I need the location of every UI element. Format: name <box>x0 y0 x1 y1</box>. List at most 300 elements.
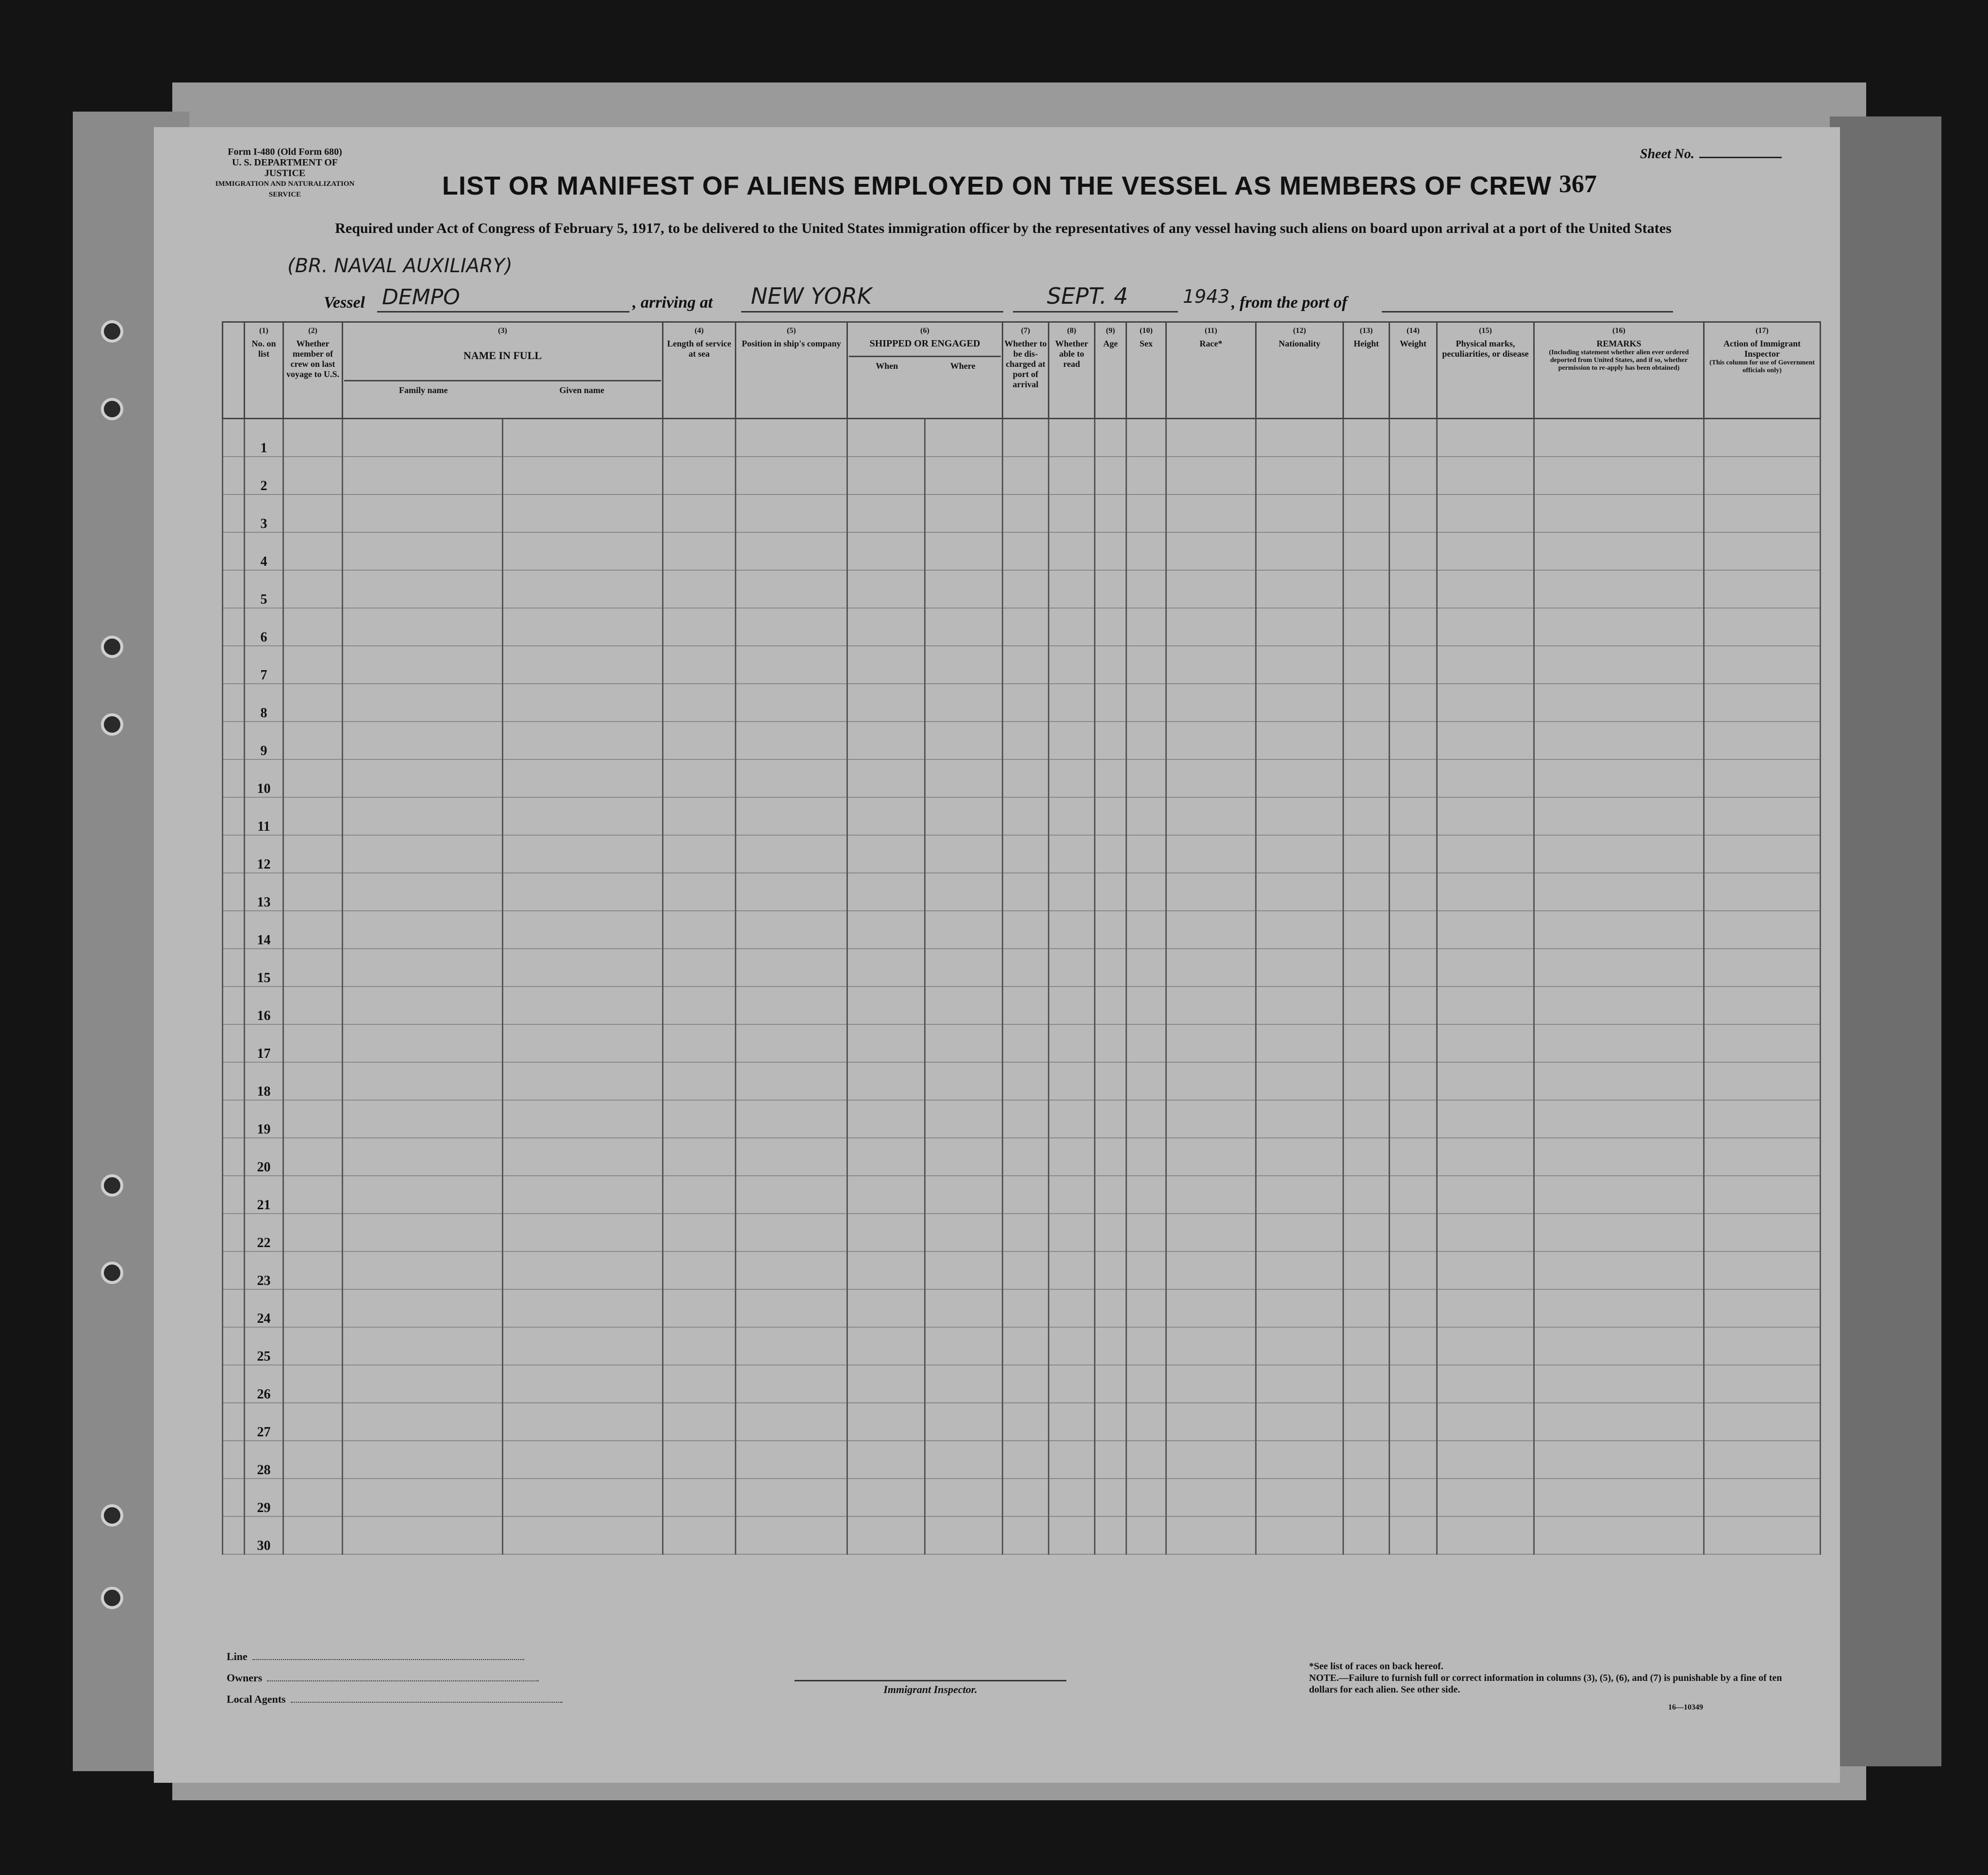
table-cell <box>283 570 343 608</box>
table-cell <box>1534 1251 1704 1289</box>
table-cell <box>1049 722 1095 759</box>
table-cell <box>283 494 343 532</box>
table-cell <box>1127 1062 1166 1100</box>
table-cell <box>1704 873 1821 911</box>
table-cell <box>1166 570 1256 608</box>
table-cell <box>1390 1214 1437 1251</box>
table-cell <box>736 1062 847 1100</box>
table-cell <box>925 684 1003 722</box>
table-cell <box>1534 646 1704 684</box>
arrival-date: SEPT. 4 <box>1047 283 1128 309</box>
table-cell <box>1256 1214 1343 1251</box>
table-cell <box>1166 835 1256 873</box>
table-cell <box>1534 1138 1704 1176</box>
table-cell <box>1166 722 1256 759</box>
table-cell <box>1343 1327 1390 1365</box>
table-cell <box>1127 608 1166 646</box>
table-cell <box>847 911 925 949</box>
table-cell <box>1534 759 1704 797</box>
table-cell <box>1003 835 1049 873</box>
table-cell <box>1256 949 1343 987</box>
table-cell <box>925 646 1003 684</box>
table-cell <box>283 1138 343 1176</box>
table-cell <box>1534 1403 1704 1441</box>
table-cell <box>1256 1138 1343 1176</box>
table-cell <box>1127 797 1166 835</box>
table-cell <box>1127 1327 1166 1365</box>
table-cell <box>503 1214 663 1251</box>
table-cell <box>1256 1365 1343 1403</box>
row-number: 9 <box>245 722 283 759</box>
table-cell <box>1704 419 1821 457</box>
table-cell <box>1534 722 1704 759</box>
table-cell <box>1003 532 1049 570</box>
table-cell <box>1095 494 1127 532</box>
table-cell <box>1166 1327 1256 1365</box>
table-cell <box>847 1062 925 1100</box>
table-cell <box>1343 797 1390 835</box>
table-cell <box>343 949 503 987</box>
table-cell <box>1256 873 1343 911</box>
table-cell <box>1534 949 1704 987</box>
table-cell <box>1704 532 1821 570</box>
table-cell <box>1437 797 1534 835</box>
table-cell <box>1343 1403 1390 1441</box>
table-cell <box>663 873 736 911</box>
race-note: *See list of races on back hereof. <box>1309 1661 1443 1672</box>
table-cell <box>925 1289 1003 1327</box>
table-cell <box>1003 1403 1049 1441</box>
table-cell <box>1437 532 1534 570</box>
table-cell <box>1390 873 1437 911</box>
table-cell <box>847 457 925 494</box>
table-cell <box>223 987 245 1024</box>
table-cell <box>1343 1365 1390 1403</box>
table-cell <box>1003 1516 1049 1554</box>
table-cell <box>343 1062 503 1100</box>
table-cell <box>925 1327 1003 1365</box>
table-cell <box>223 1062 245 1100</box>
table-cell <box>663 1062 736 1100</box>
table-cell <box>925 759 1003 797</box>
table-cell <box>1437 1365 1534 1403</box>
table-cell <box>1095 1365 1127 1403</box>
table-cell <box>1049 1138 1095 1176</box>
table-cell <box>1390 1251 1437 1289</box>
table-cell <box>343 1176 503 1214</box>
table-cell <box>343 759 503 797</box>
table-cell <box>1256 494 1343 532</box>
table-cell <box>1534 1100 1704 1138</box>
given-name-header: Given name <box>559 385 604 395</box>
table-cell <box>1127 1100 1166 1138</box>
table-row <box>223 911 1821 949</box>
table-cell <box>847 1214 925 1251</box>
table-cell <box>1437 457 1534 494</box>
vessel-row <box>324 280 1683 319</box>
table-cell <box>925 532 1003 570</box>
table-cell <box>223 608 245 646</box>
table-cell <box>1127 835 1166 873</box>
table-cell <box>223 1251 245 1289</box>
table-cell <box>503 1100 663 1138</box>
table-cell <box>223 1138 245 1176</box>
table-cell <box>283 1062 343 1100</box>
table-cell <box>1256 1479 1343 1516</box>
table-cell <box>1256 835 1343 873</box>
table-cell <box>343 1214 503 1251</box>
row-number: 25 <box>245 1327 283 1365</box>
table-cell <box>343 835 503 873</box>
table-cell <box>223 1100 245 1138</box>
row-number: 14 <box>245 911 283 949</box>
table-cell <box>1049 949 1095 987</box>
table-cell <box>1343 722 1390 759</box>
table-cell <box>1256 684 1343 722</box>
table-cell <box>847 1441 925 1479</box>
table-cell <box>1095 570 1127 608</box>
table-cell <box>283 1365 343 1403</box>
table-cell <box>925 1138 1003 1176</box>
table-cell <box>1343 532 1390 570</box>
table-cell <box>1437 873 1534 911</box>
when-header: When <box>876 361 898 371</box>
table-cell <box>1049 1516 1095 1554</box>
table-cell <box>663 1327 736 1365</box>
table-cell <box>283 684 343 722</box>
table-cell <box>1003 987 1049 1024</box>
arrival-year: 1943 <box>1183 286 1230 307</box>
table-cell <box>1127 1024 1166 1062</box>
table-cell <box>1003 722 1049 759</box>
vessel-label: Vessel <box>324 294 365 312</box>
table-cell <box>1256 419 1343 457</box>
table-cell <box>925 1516 1003 1554</box>
table-cell <box>1003 1100 1049 1138</box>
row-number: 16 <box>245 987 283 1024</box>
table-cell <box>1049 570 1095 608</box>
table-cell <box>1437 1289 1534 1327</box>
table-cell <box>343 570 503 608</box>
table-cell <box>1390 1365 1437 1403</box>
col-header-position: (5) Position in ship's company <box>736 322 847 419</box>
table-cell <box>1704 1289 1821 1327</box>
table-cell <box>925 797 1003 835</box>
table-cell <box>1127 457 1166 494</box>
table-cell <box>1256 646 1343 684</box>
table-cell <box>663 1441 736 1479</box>
table-cell <box>1437 1441 1534 1479</box>
table-cell <box>1390 494 1437 532</box>
table-cell <box>847 949 925 987</box>
table-row <box>223 419 1821 457</box>
table-cell <box>663 1024 736 1062</box>
table-cell <box>1095 1479 1127 1516</box>
table-cell <box>1534 797 1704 835</box>
table-cell <box>1003 1138 1049 1176</box>
table-cell <box>663 419 736 457</box>
binder-hole <box>101 713 123 736</box>
form-code: 16—10349 <box>1668 1703 1703 1711</box>
table-cell <box>1049 494 1095 532</box>
table-cell <box>1095 987 1127 1024</box>
table-cell <box>1003 873 1049 911</box>
table-cell <box>663 1289 736 1327</box>
table-row <box>223 797 1821 835</box>
table-cell <box>343 873 503 911</box>
table-cell <box>847 1479 925 1516</box>
table-row <box>223 1516 1821 1554</box>
binder-hole <box>101 320 123 343</box>
table-cell <box>1127 949 1166 987</box>
table-cell <box>283 759 343 797</box>
table-row <box>223 949 1821 987</box>
table-cell <box>1166 646 1256 684</box>
table-cell <box>736 1176 847 1214</box>
table-cell <box>503 646 663 684</box>
table-cell <box>847 419 925 457</box>
table-cell <box>503 987 663 1024</box>
table-row <box>223 1403 1821 1441</box>
table-cell <box>1166 1516 1256 1554</box>
table-cell <box>1095 1100 1127 1138</box>
col-header-physical-marks: (15) Physical marks, peculiarities, or disease <box>1437 322 1534 419</box>
table-cell <box>283 532 343 570</box>
table-cell <box>925 911 1003 949</box>
table-cell <box>1095 835 1127 873</box>
table-cell <box>663 684 736 722</box>
table-cell <box>1704 684 1821 722</box>
binder-hole <box>101 1504 123 1527</box>
department-name: U. S. DEPARTMENT OF JUSTICE <box>232 157 338 179</box>
table-cell <box>736 457 847 494</box>
table-cell <box>925 1479 1003 1516</box>
binder-hole <box>101 636 123 658</box>
table-row <box>223 1365 1821 1403</box>
table-cell <box>1534 1062 1704 1100</box>
table-cell <box>1166 1251 1256 1289</box>
row-number: 30 <box>245 1516 283 1554</box>
table-cell <box>1003 1176 1049 1214</box>
table-cell <box>343 1479 503 1516</box>
table-cell <box>1166 1024 1256 1062</box>
table-cell <box>1166 1100 1256 1138</box>
table-cell <box>1003 1024 1049 1062</box>
table-cell <box>1704 1062 1821 1100</box>
table-cell <box>1003 608 1049 646</box>
underlying-page-right <box>1830 116 1941 1766</box>
table-row <box>223 1100 1821 1138</box>
table-cell <box>1049 835 1095 873</box>
table-cell <box>1166 1138 1256 1176</box>
table-cell <box>847 494 925 532</box>
table-cell <box>1704 911 1821 949</box>
table-cell <box>1166 987 1256 1024</box>
col-header-height: (13) Height <box>1343 322 1390 419</box>
table-cell <box>1127 684 1166 722</box>
table-cell <box>343 722 503 759</box>
table-cell <box>1534 570 1704 608</box>
table-cell <box>925 1100 1003 1138</box>
table-cell <box>1704 987 1821 1024</box>
table-cell <box>736 494 847 532</box>
table-cell <box>1049 873 1095 911</box>
table-cell <box>1704 1176 1821 1214</box>
table-cell <box>223 911 245 949</box>
table-cell <box>343 1403 503 1441</box>
table-row <box>223 570 1821 608</box>
table-cell <box>1127 759 1166 797</box>
table-cell <box>503 684 663 722</box>
table-cell <box>925 494 1003 532</box>
table-cell <box>283 608 343 646</box>
row-number: 20 <box>245 1138 283 1176</box>
table-cell <box>503 419 663 457</box>
col-header-discharged: (7) Whether to be dis-charged at port of arrival <box>1003 322 1049 419</box>
table-cell <box>663 1214 736 1251</box>
table-cell <box>343 797 503 835</box>
table-cell <box>1166 457 1256 494</box>
table-cell <box>1343 759 1390 797</box>
table-cell <box>663 1176 736 1214</box>
table-cell <box>1003 1062 1049 1100</box>
family-name-header: Family name <box>399 385 448 395</box>
table-cell <box>663 835 736 873</box>
table-cell <box>847 1365 925 1403</box>
table-cell <box>503 1062 663 1100</box>
table-row <box>223 759 1821 797</box>
table-cell <box>343 494 503 532</box>
table-cell <box>1095 873 1127 911</box>
table-cell <box>1256 722 1343 759</box>
table-cell <box>663 911 736 949</box>
table-row <box>223 1176 1821 1214</box>
col-header-inspector-action: (17) Action of Immigrant Inspector (This column for use of Government officials only) <box>1704 322 1821 419</box>
table-cell <box>1127 570 1166 608</box>
table-cell <box>1127 987 1166 1024</box>
table-cell <box>343 684 503 722</box>
table-cell <box>223 646 245 684</box>
table-cell <box>663 1516 736 1554</box>
table-cell <box>1095 759 1127 797</box>
col-header-list-number: (1) No. on list <box>245 322 283 419</box>
table-row <box>223 1214 1821 1251</box>
table-cell <box>1049 1289 1095 1327</box>
table-cell <box>1390 911 1437 949</box>
table-cell <box>283 835 343 873</box>
table-cell <box>1127 1138 1166 1176</box>
table-cell <box>1049 1176 1095 1214</box>
table-cell <box>925 1441 1003 1479</box>
table-cell <box>1127 1214 1166 1251</box>
table-row <box>223 722 1821 759</box>
line-field: Line <box>227 1646 563 1667</box>
table-cell <box>1390 419 1437 457</box>
table-cell <box>1437 1062 1534 1100</box>
table-cell <box>847 684 925 722</box>
row-number: 7 <box>245 646 283 684</box>
col-header-race: (11) Race* <box>1166 322 1256 419</box>
table-cell <box>1390 684 1437 722</box>
table-cell <box>847 1024 925 1062</box>
table-cell <box>736 684 847 722</box>
table-cell <box>283 457 343 494</box>
table-row <box>223 684 1821 722</box>
table-cell <box>1437 1516 1534 1554</box>
table-cell <box>1534 1024 1704 1062</box>
table-cell <box>1704 949 1821 987</box>
table-cell <box>1437 570 1534 608</box>
table-row <box>223 532 1821 570</box>
table-cell <box>1343 1214 1390 1251</box>
table-cell <box>1095 722 1127 759</box>
table-cell <box>1127 1251 1166 1289</box>
table-row <box>223 1062 1821 1100</box>
row-number: 12 <box>245 835 283 873</box>
row-number: 15 <box>245 949 283 987</box>
owners-field: Owners <box>227 1667 563 1689</box>
table-cell <box>283 1403 343 1441</box>
table-cell <box>283 1327 343 1365</box>
table-cell <box>1390 646 1437 684</box>
table-cell <box>925 1024 1003 1062</box>
table-row <box>223 646 1821 684</box>
table-cell <box>1127 1403 1166 1441</box>
table-cell <box>223 684 245 722</box>
binder-hole <box>101 398 123 420</box>
table-cell <box>1390 1516 1437 1554</box>
table-cell <box>283 987 343 1024</box>
table-cell <box>736 1403 847 1441</box>
table-cell <box>1534 987 1704 1024</box>
table-cell <box>1166 684 1256 722</box>
table-cell <box>1003 1365 1049 1403</box>
row-number: 27 <box>245 1403 283 1441</box>
table-cell <box>1049 1479 1095 1516</box>
col-header-remarks: (16) REMARKS (Including statement whether alien ever ordered deported from United States, and if so, whether permission to re-apply has been obtained) <box>1534 322 1704 419</box>
table-cell <box>1166 1365 1256 1403</box>
col-header-age: (9) Age <box>1095 322 1127 419</box>
table-cell <box>223 797 245 835</box>
table-cell <box>1166 494 1256 532</box>
table-cell <box>1390 532 1437 570</box>
table-cell <box>1003 1289 1049 1327</box>
table-cell <box>223 1479 245 1516</box>
table-cell <box>736 1100 847 1138</box>
table-cell <box>283 1100 343 1138</box>
table-cell <box>1049 1062 1095 1100</box>
table-cell <box>1437 722 1534 759</box>
table-cell <box>1166 1441 1256 1479</box>
table-cell <box>663 1100 736 1138</box>
binder-hole <box>101 1587 123 1609</box>
table-cell <box>1095 1516 1127 1554</box>
table-cell <box>1049 1365 1095 1403</box>
table-row <box>223 873 1821 911</box>
row-number: 5 <box>245 570 283 608</box>
row-number: 19 <box>245 1100 283 1138</box>
table-cell <box>1003 1441 1049 1479</box>
table-cell <box>343 646 503 684</box>
table-cell <box>503 1327 663 1365</box>
table-cell <box>1343 1138 1390 1176</box>
table-cell <box>1049 646 1095 684</box>
table-cell <box>283 1289 343 1327</box>
table-cell <box>847 608 925 646</box>
table-cell <box>1534 1479 1704 1516</box>
list-number: 367 <box>1559 170 1597 198</box>
table-cell <box>663 457 736 494</box>
